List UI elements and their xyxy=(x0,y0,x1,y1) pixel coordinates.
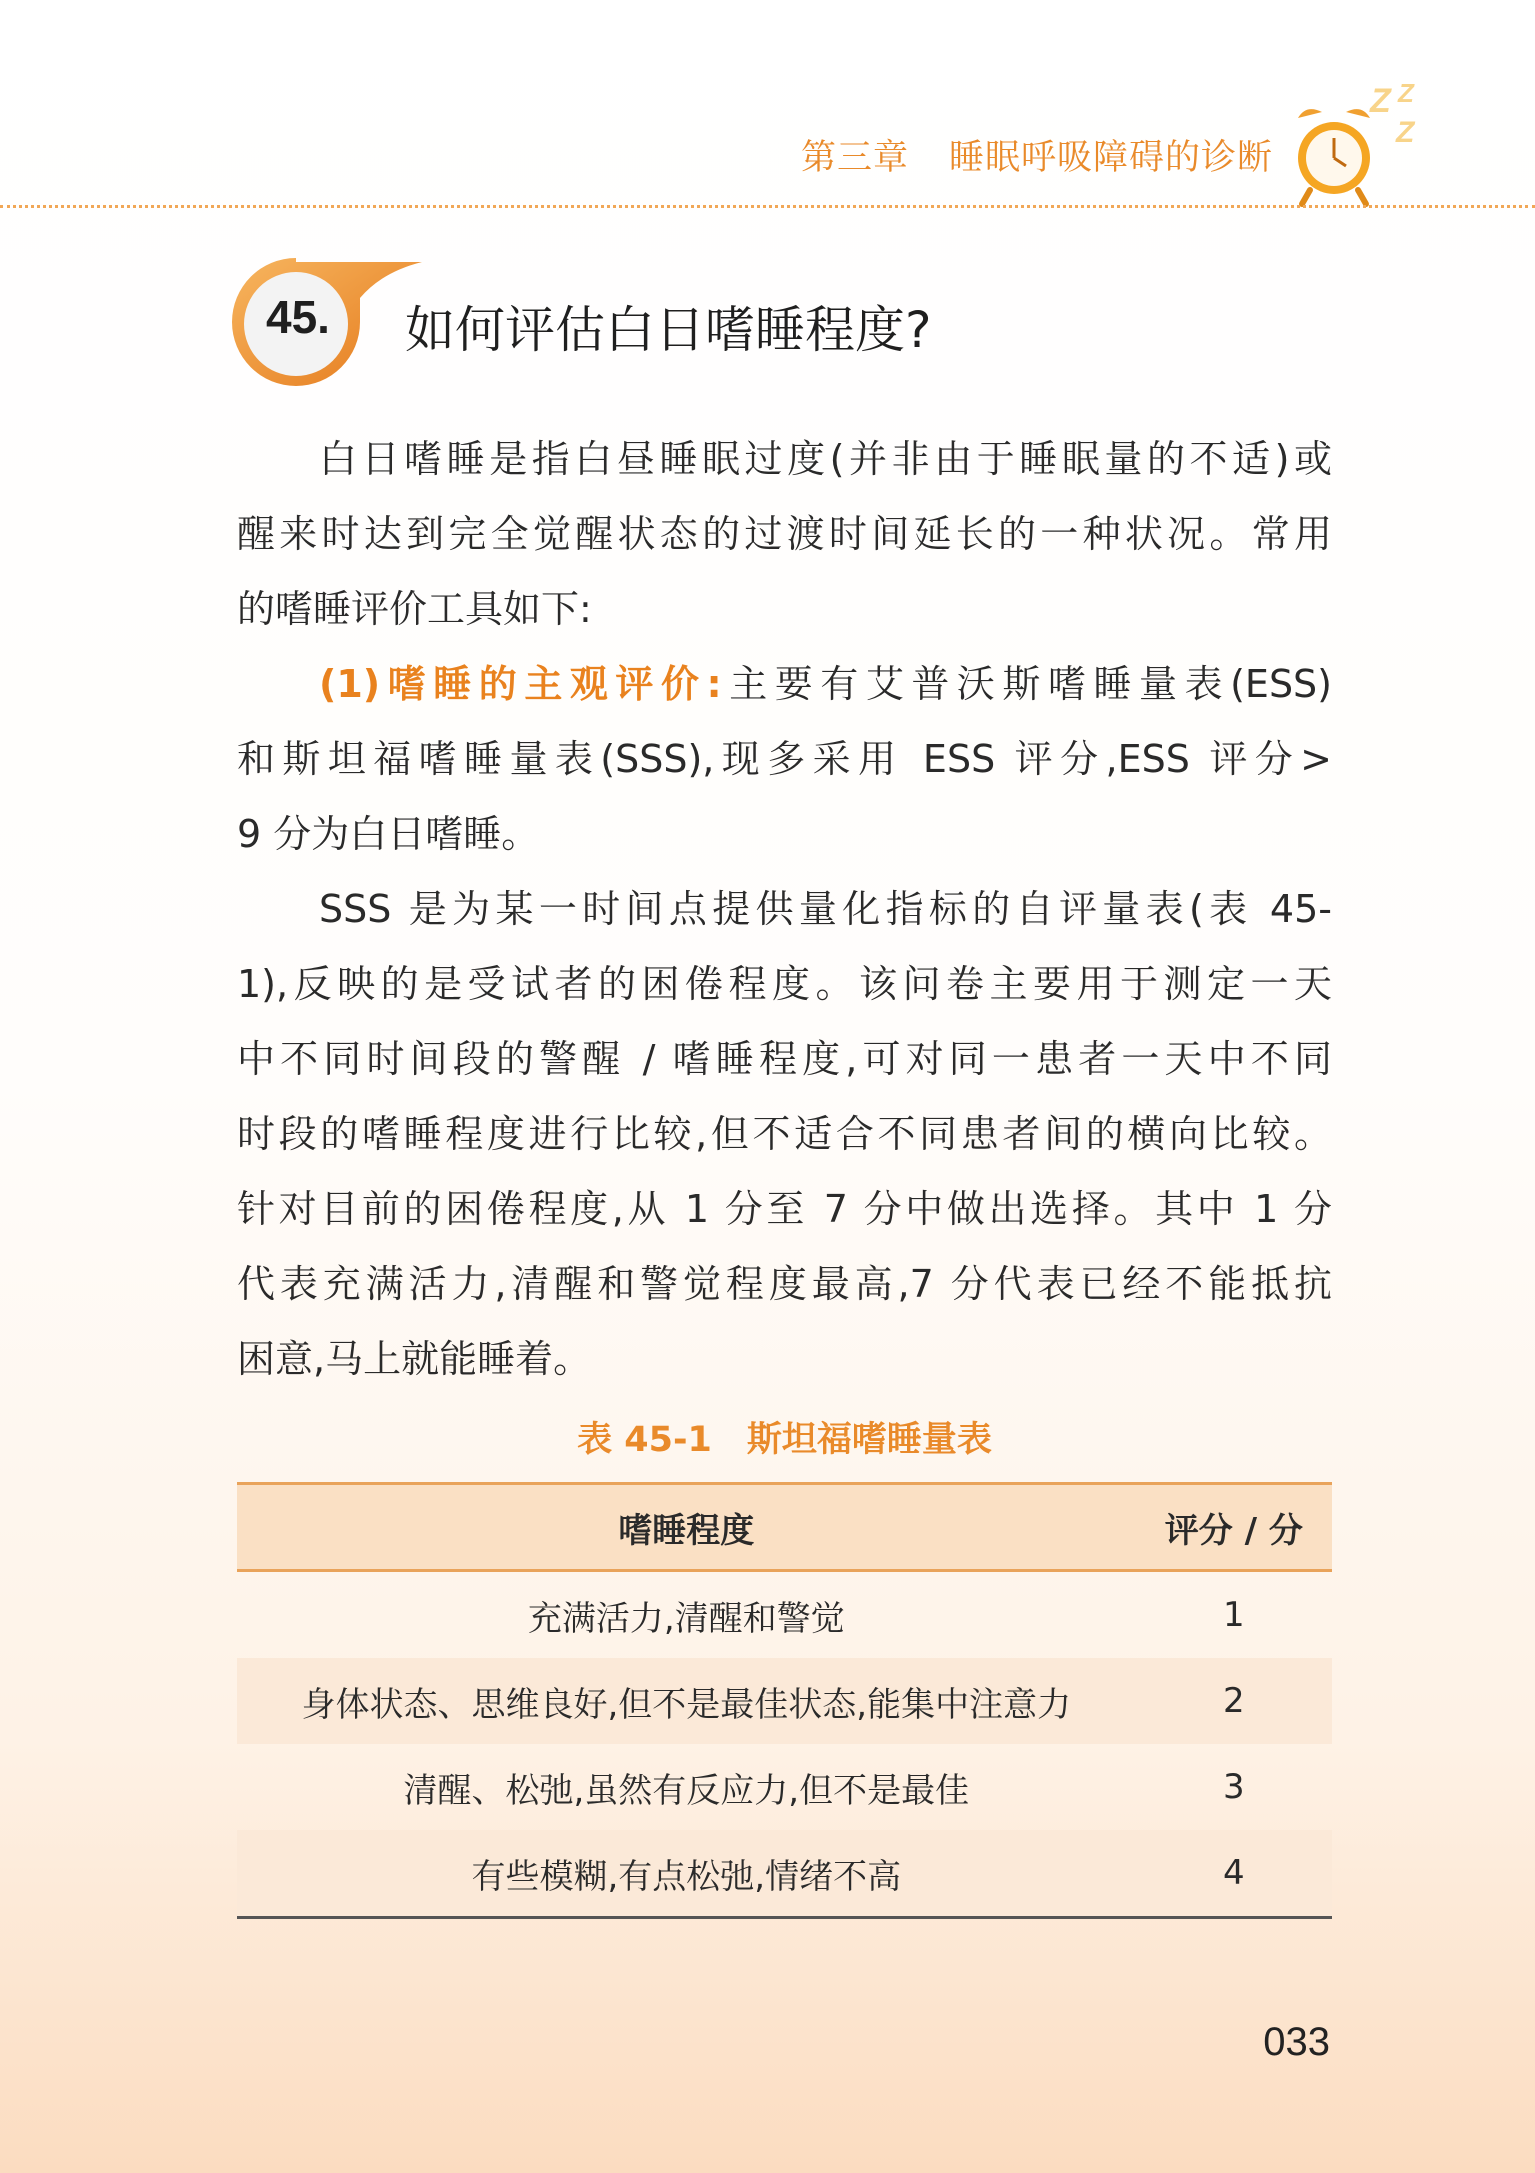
question-badge-icon xyxy=(232,258,432,388)
text-line: SSS 是为某一时间点提供量化指标的自评量表(表 45- xyxy=(319,887,1332,931)
svg-text:Z: Z xyxy=(1370,82,1391,120)
text-line xyxy=(237,647,1332,722)
page-header xyxy=(0,0,1535,210)
text-line: 的嗜睡评价工具如下: xyxy=(237,587,592,631)
chapter-number: 第三章 xyxy=(800,138,909,178)
chapter-title: 睡眠呼吸障碍的诊断 xyxy=(948,138,1273,178)
page-number: 033 xyxy=(1263,2020,1330,2064)
svg-text:Z: Z xyxy=(1396,116,1415,149)
text-line: 1),反映的是受试者的困倦程度。该问卷主要用于测定一天 xyxy=(237,962,1332,1006)
table-row xyxy=(237,1830,1332,1918)
question-title: 如何评估白日嗜睡程度? xyxy=(405,301,932,359)
sss-table xyxy=(237,1482,1332,1919)
table-caption: 表 45-1 斯坦福嗜睡量表 xyxy=(577,1420,992,1460)
table-cell: 充满活力,清醒和警觉 xyxy=(527,1598,845,1639)
subheading-subjective: (1)嗜睡的主观评价: xyxy=(319,662,722,706)
svg-text:Z: Z xyxy=(1398,78,1414,108)
text-line: 时段的嗜睡程度进行比较,但不适合不同患者间的横向比较。 xyxy=(237,1112,1332,1156)
table-cell: 有些模糊,有点松弛,情绪不高 xyxy=(237,1830,1136,1918)
header-divider xyxy=(0,205,1535,208)
text-line: 中不同时间段的警醒 / 嗜睡程度,可对同一患者一天中不同 xyxy=(237,1037,1332,1081)
table-cell: 3 xyxy=(1223,1767,1245,1807)
table-row xyxy=(237,1571,1332,1659)
table-row xyxy=(237,1744,1332,1830)
text-line: 和斯坦福嗜睡量表(SSS),现多采用 ESS 评分,ESS 评分> xyxy=(237,737,1332,781)
table-header-row xyxy=(237,1484,1332,1571)
question-number: 45. xyxy=(266,291,330,343)
text-line: 困意,马上就能睡着。 xyxy=(237,1337,592,1381)
text-line: 代表充满活力,清醒和警觉程度最高,7 分代表已经不能抵抗 xyxy=(237,1262,1332,1306)
table-cell: 2 xyxy=(1136,1658,1332,1744)
table-cell: 身体状态、思维良好,但不是最佳状态,能集中注意力 xyxy=(237,1658,1136,1744)
table-row xyxy=(237,1658,1332,1744)
text-line-rest: 主要有艾普沃斯嗜睡量表(ESS) xyxy=(721,662,1333,706)
text-line: 9 分为白日嗜睡。 xyxy=(237,812,540,856)
table-cell: 清醒、松弛,虽然有反应力,但不是最佳 xyxy=(403,1770,970,1811)
table-cell: 1 xyxy=(1223,1595,1245,1635)
table-cell: 4 xyxy=(1136,1830,1332,1918)
alarm-clock-icon xyxy=(1288,100,1380,210)
text-line: 针对目前的困倦程度,从 1 分至 7 分中做出选择。其中 1 分 xyxy=(237,1187,1332,1231)
column-header-sleepiness: 嗜睡程度 xyxy=(237,1484,1136,1571)
running-head xyxy=(801,130,1273,180)
column-header-score: 评分 / 分 xyxy=(1136,1484,1332,1571)
text-line: 白日嗜睡是指白昼睡眠过度(并非由于睡眠量的不适)或 xyxy=(319,437,1332,481)
text-line: 醒来时达到完全觉醒状态的过渡时间延长的一种状况。常用 xyxy=(237,512,1332,556)
paragraph-intro xyxy=(237,422,1332,1397)
